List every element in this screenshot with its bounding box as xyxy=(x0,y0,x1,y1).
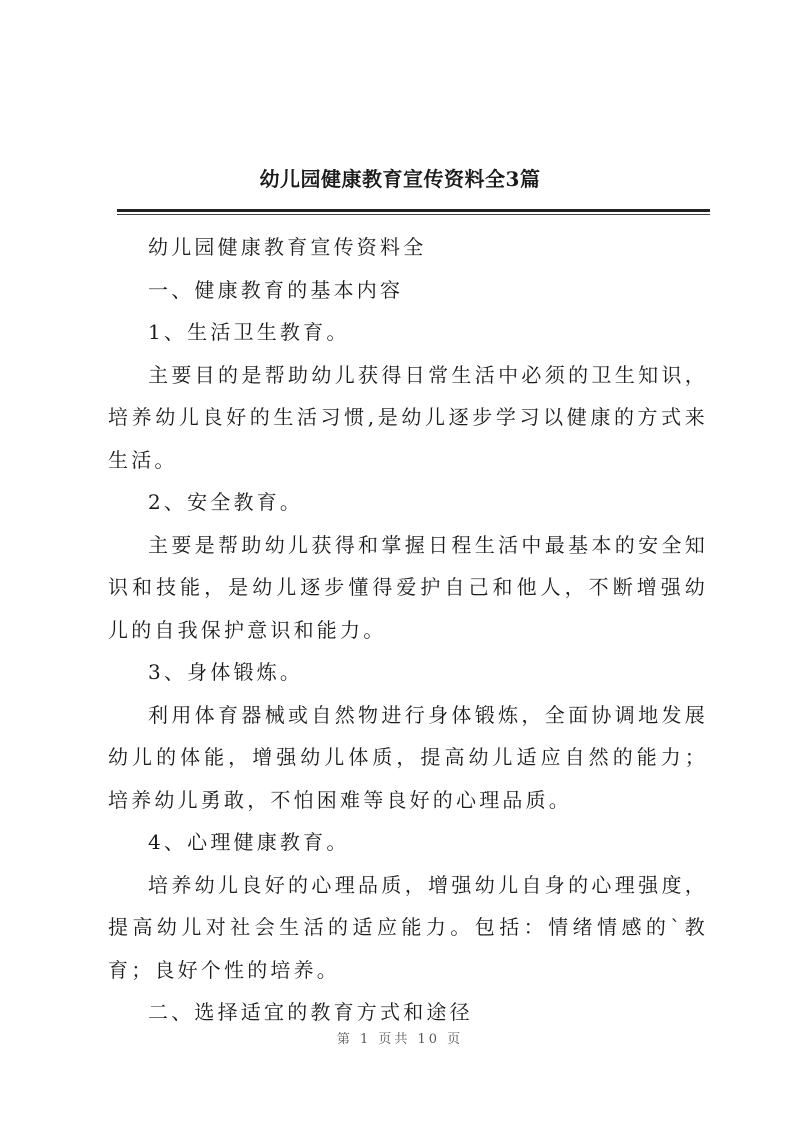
document-title: 幼儿园健康教育宣传资料全3篇 xyxy=(259,167,541,191)
item-heading: 1、生活卫生教育。 xyxy=(148,320,350,344)
paragraph-subtitle: 幼儿园健康教育宣传资料全 xyxy=(148,235,427,259)
paragraph: 主要目的是帮助幼儿获得日常生活中必须的卫生知识，培养幼儿良好的生活习惯,是幼儿逐步学习以健康的方式来生活。 xyxy=(108,362,708,472)
item-heading: 3、身体锻炼。 xyxy=(148,660,304,684)
section-heading: 二、选择适宜的教育方式和途径 xyxy=(148,1000,473,1024)
document-body xyxy=(108,226,708,1034)
page-number-footer: 第 1 页共 10 页 xyxy=(336,1032,464,1047)
paragraph: 培养幼儿良好的心理品质，增强幼儿自身的心理强度，提高幼儿对社会生活的适应能力。包括：情绪情感的`教育；良好个性的培养。 xyxy=(108,872,708,982)
paragraph: 利用体育器械或自然物进行身体锻炼，全面协调地发展幼儿的体能，增强幼儿体质，提高幼儿适应自然的能力；培养幼儿勇敢，不怕困难等良好的心理品质。 xyxy=(108,702,708,812)
title-divider xyxy=(117,209,710,212)
title-divider-thin xyxy=(117,214,710,215)
item-heading: 4、心理健康教育。 xyxy=(148,830,350,854)
item-heading: 2、安全教育。 xyxy=(148,490,304,514)
section-heading: 一、健康教育的基本内容 xyxy=(148,277,404,302)
paragraph: 主要是帮助幼儿获得和掌握日程生活中最基本的安全知识和技能，是幼儿逐步懂得爱护自己和他人，不断增强幼儿的自我保护意识和能力。 xyxy=(108,532,708,642)
